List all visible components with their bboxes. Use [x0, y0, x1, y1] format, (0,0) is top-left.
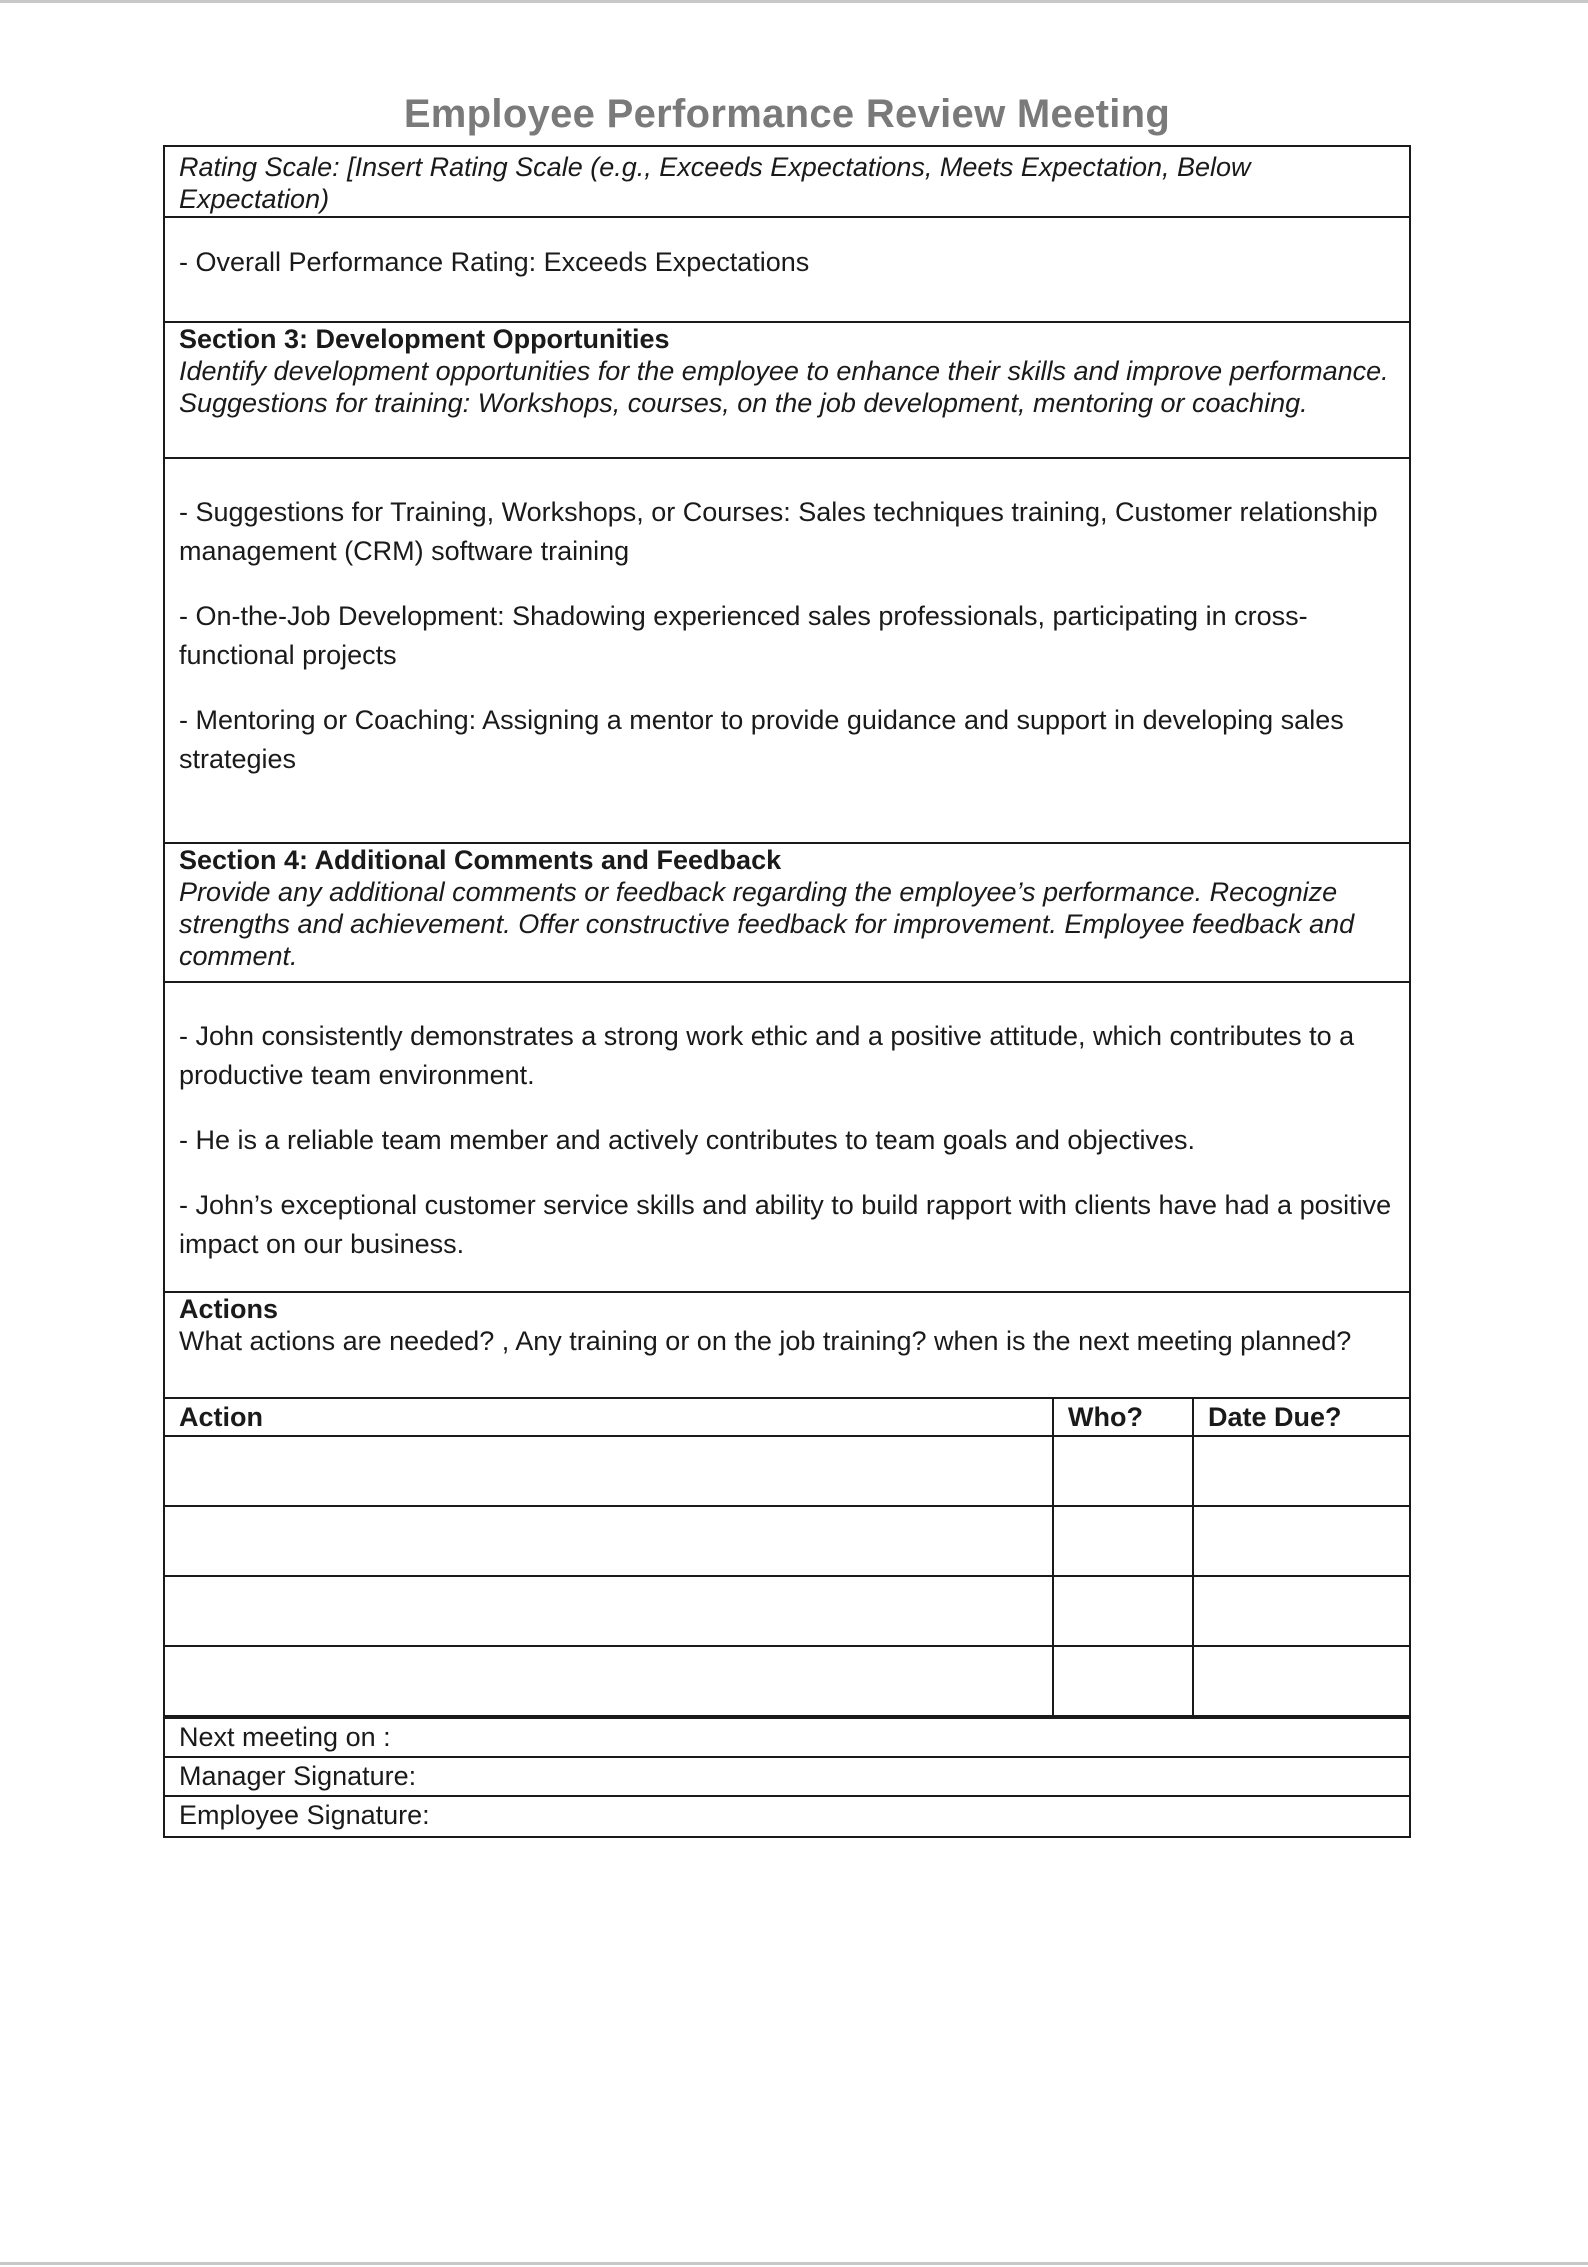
actions-heading: Actions: [179, 1294, 279, 1324]
table-row: [165, 1576, 1409, 1646]
list-item: - He is a reliable team member and actively contributes to team goals and objectives.: [179, 1125, 1195, 1155]
column-header-who: Who?: [1053, 1399, 1193, 1436]
page-top-border: [0, 0, 1588, 3]
overall-rating-text: - Overall Performance Rating: Exceeds Expectations: [179, 247, 810, 277]
overall-rating-row: [165, 218, 1409, 323]
section3-instructions: Identify development opportunities for the employee to enhance their skills and improve performance. Suggestions for training: Workshops, courses, on the job development, mentoring or coaching.: [179, 356, 1389, 418]
action-cell[interactable]: [165, 1576, 1053, 1646]
employee-signature-row[interactable]: [165, 1797, 1409, 1836]
column-header-action: Action: [165, 1399, 1053, 1436]
next-meeting-row[interactable]: [165, 1719, 1409, 1758]
who-cell[interactable]: [1053, 1646, 1193, 1716]
table-row: [165, 1646, 1409, 1716]
date-due-cell[interactable]: [1193, 1576, 1409, 1646]
document-title: Employee Performance Review Meeting: [403, 92, 1171, 136]
section3-header: [165, 323, 1409, 459]
employee-signature-label: Employee Signature:: [179, 1800, 430, 1830]
page-bottom-border: [0, 2262, 1588, 2265]
section3-heading: Section 3: Development Opportunities: [179, 324, 670, 354]
who-cell[interactable]: [1053, 1436, 1193, 1506]
action-cell[interactable]: [165, 1506, 1053, 1576]
list-item: - Mentoring or Coaching: Assigning a mentor to provide guidance and support in developing sales strategies: [179, 705, 1344, 774]
table-row: [165, 1436, 1409, 1506]
action-cell[interactable]: [165, 1646, 1053, 1716]
date-due-cell[interactable]: [1193, 1506, 1409, 1576]
section4-body: [165, 983, 1409, 1293]
actions-prompt: What actions are needed? , Any training or on the job training? when is the next meeting planned?: [179, 1326, 1352, 1356]
actions-table: [165, 1399, 1409, 1717]
section4-heading: Section 4: Additional Comments and Feedback: [179, 845, 782, 875]
actions-header: [165, 1293, 1409, 1399]
list-item: - John consistently demonstrates a strong work ethic and a positive attitude, which contributes to a productive team environment.: [179, 1021, 1355, 1090]
date-due-cell[interactable]: [1193, 1436, 1409, 1506]
manager-signature-row[interactable]: [165, 1758, 1409, 1797]
table-header-row: [165, 1399, 1409, 1436]
table-row: [165, 1506, 1409, 1576]
list-item: - On-the-Job Development: Shadowing experienced sales professionals, participating in cross-functional projects: [179, 601, 1308, 670]
next-meeting-label: Next meeting on :: [179, 1722, 391, 1752]
who-cell[interactable]: [1053, 1576, 1193, 1646]
rating-scale-row: [165, 147, 1409, 218]
list-item: - John’s exceptional customer service skills and ability to build rapport with clients have had a positive impact on our business.: [179, 1190, 1392, 1259]
actions-table-row: [165, 1399, 1409, 1719]
rating-scale-text: Rating Scale: [Insert Rating Scale (e.g., Exceeds Expectations, Meets Expectation, Below Expectation): [179, 152, 1251, 214]
date-due-cell[interactable]: [1193, 1646, 1409, 1716]
manager-signature-label: Manager Signature:: [179, 1761, 417, 1791]
column-header-date-due: Date Due?: [1193, 1399, 1409, 1436]
list-item: - Suggestions for Training, Workshops, or Courses: Sales techniques training, Customer relationship management (CRM) software training: [179, 497, 1378, 566]
action-cell[interactable]: [165, 1436, 1053, 1506]
section4-header: [165, 844, 1409, 983]
review-form: [163, 145, 1411, 1838]
who-cell[interactable]: [1053, 1506, 1193, 1576]
section3-body: [165, 459, 1409, 844]
section4-instructions: Provide any additional comments or feedback regarding the employee’s performance. Recognize strengths and achievement. Offer constructive feedback for improvement. Employee feedback and comment.: [179, 877, 1355, 971]
